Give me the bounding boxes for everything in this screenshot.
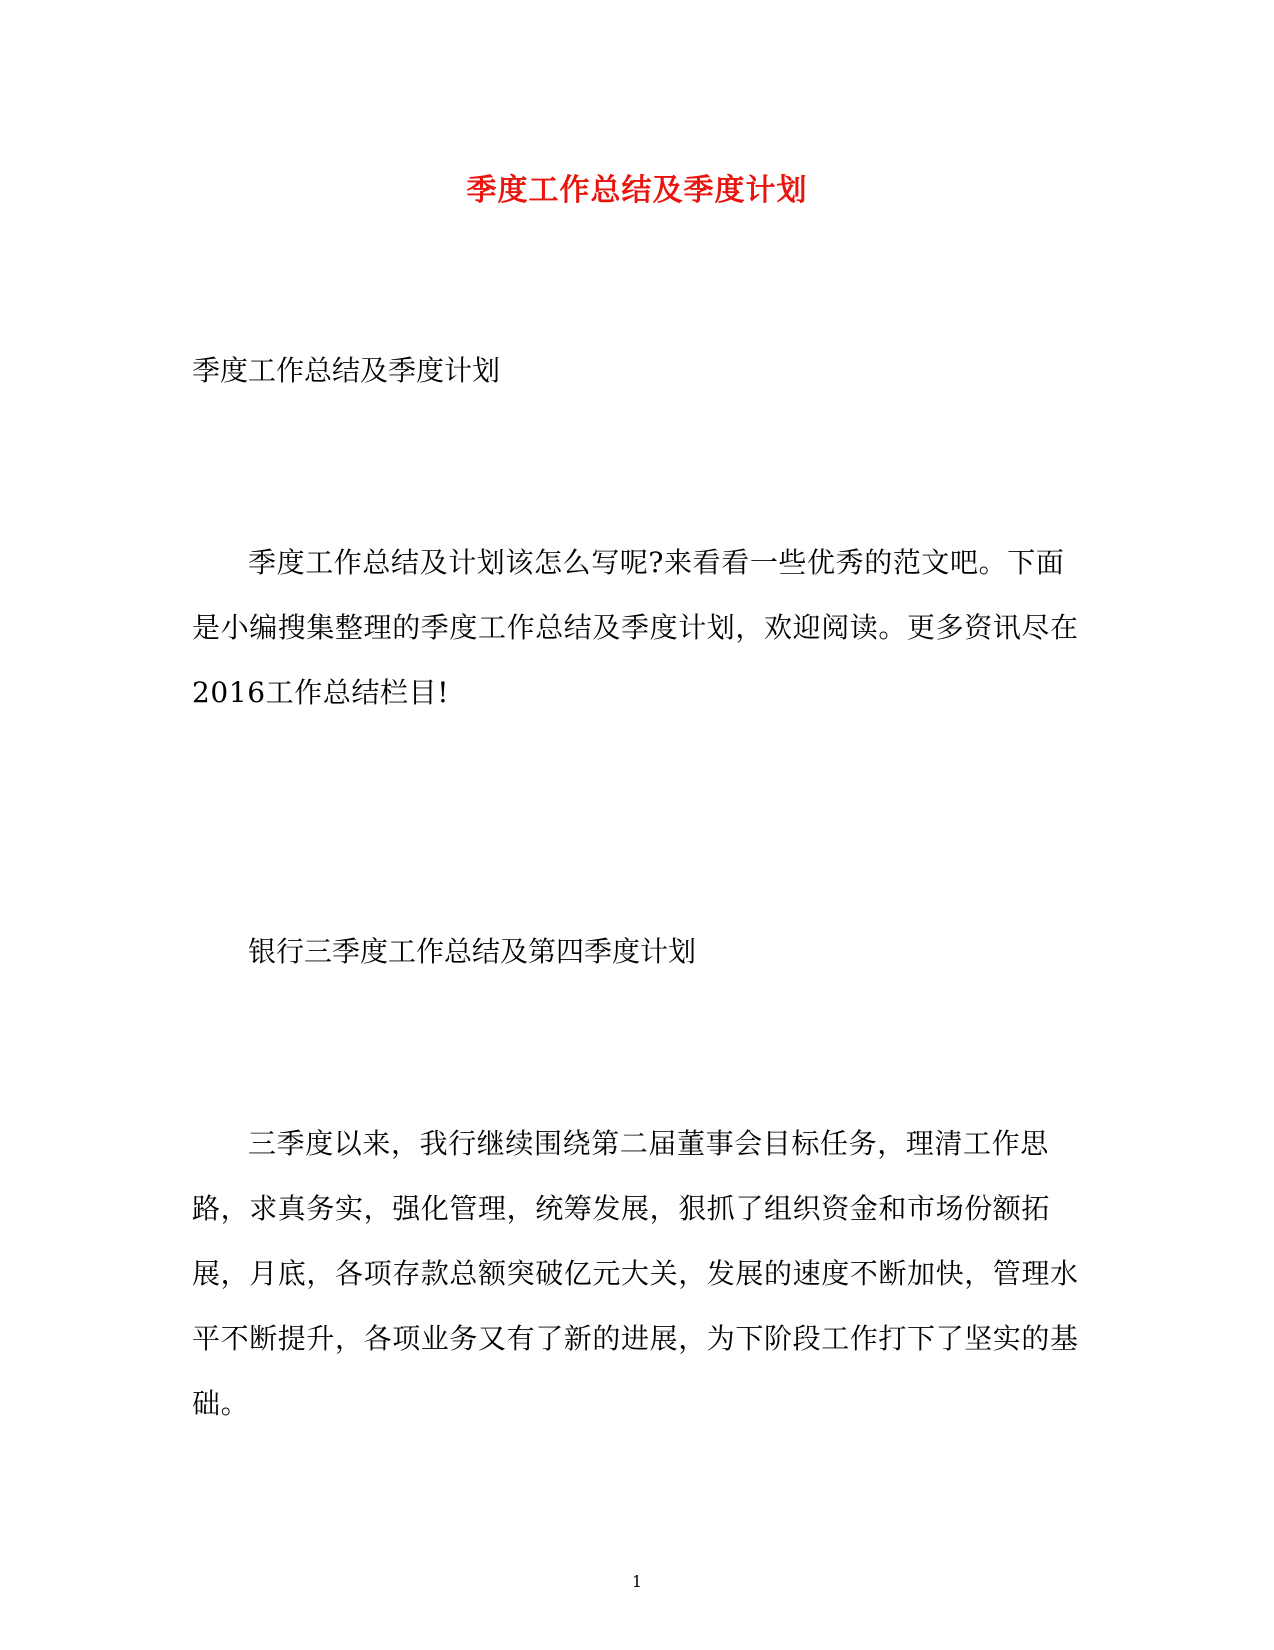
document-subtitle: 季度工作总结及季度计划 [192, 354, 501, 387]
intro-paragraph: 季度工作总结及计划该怎么写呢?来看看一些优秀的范文吧。下面是小编搜集整理的季度工作总结及季度计划，欢迎阅读。更多资讯尽在2016工作总结栏目! [192, 546, 1079, 709]
page-number: 1 [631, 1572, 643, 1591]
document-title: 季度工作总结及季度计划 [466, 173, 808, 208]
section-heading: 银行三季度工作总结及第四季度计划 [248, 935, 697, 968]
body-paragraph: 三季度以来，我行继续围绕第二届董事会目标任务，理清工作思路，求真务实，强化管理，统筹发展，狠抓了组织资金和市场份额拓展，月底，各项存款总额突破亿元大关，发展的速度不断加快，管理水平不断提升，各项业务又有了新的进展，为下阶段工作打下了坚实的基础。 [192, 1127, 1079, 1420]
